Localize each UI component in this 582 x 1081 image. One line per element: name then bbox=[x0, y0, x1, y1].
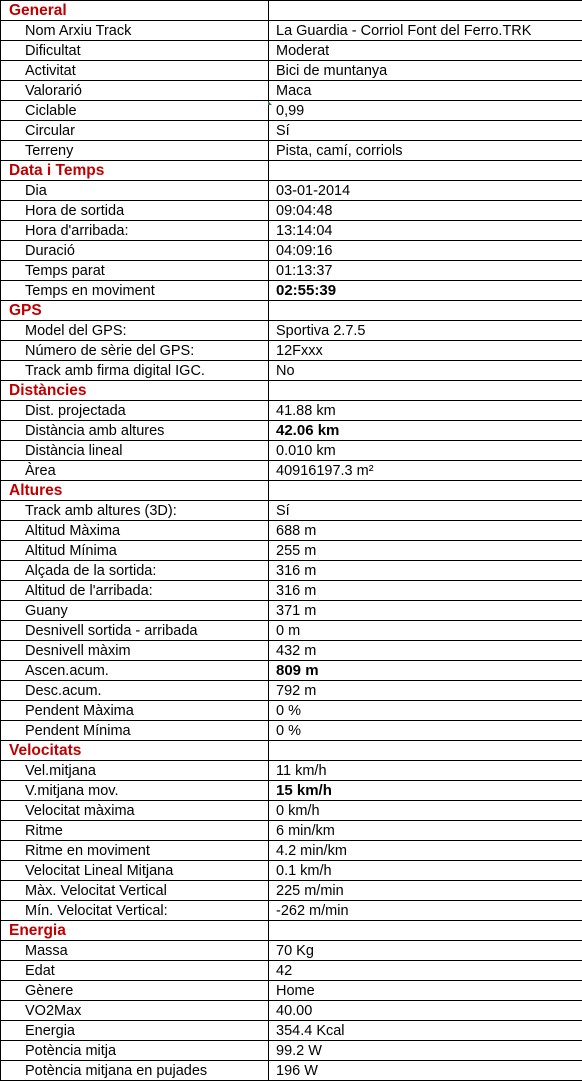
row-value-duracio[interactable]: 04:09:16 bbox=[269, 241, 582, 261]
section-title[interactable]: Velocitats bbox=[1, 741, 269, 761]
table-row bbox=[1, 981, 582, 1001]
table-row bbox=[1, 201, 582, 221]
section-header-general bbox=[1, 1, 582, 21]
table-row bbox=[1, 801, 582, 821]
table-row bbox=[1, 581, 582, 601]
section-header-distancies bbox=[1, 381, 582, 401]
section-empty-cell[interactable] bbox=[269, 481, 582, 501]
row-value-ciclable[interactable]: 0,99 bbox=[269, 101, 582, 121]
row-label-v-mitjana-mov[interactable]: V.mitjana mov. bbox=[1, 781, 269, 801]
row-label-pendent-minima[interactable]: Pendent Mínima bbox=[1, 721, 269, 741]
row-value-terreny[interactable]: Pista, camí, corriols bbox=[269, 141, 582, 161]
table-row bbox=[1, 1061, 582, 1081]
row-label-terreny[interactable]: Terreny bbox=[1, 141, 269, 161]
row-label-energia[interactable]: Energia bbox=[1, 1021, 269, 1041]
row-label-distancia-amb-altures[interactable]: Distància amb altures bbox=[1, 421, 269, 441]
table-row bbox=[1, 901, 582, 921]
row-value-desnivell-sortida-arribada[interactable]: 0 m bbox=[269, 621, 582, 641]
row-label-velocitat-lineal-mitjana[interactable]: Velocitat Lineal Mitjana bbox=[1, 861, 269, 881]
row-value-ritme[interactable]: 6 min/km bbox=[269, 821, 582, 841]
row-value-circular[interactable]: Sí bbox=[269, 121, 582, 141]
row-label-guany[interactable]: Guany bbox=[1, 601, 269, 621]
section-title[interactable]: Distàncies bbox=[1, 381, 269, 401]
track-summary-body bbox=[1, 1, 582, 1081]
row-value-altitud-minima[interactable]: 255 m bbox=[269, 541, 582, 561]
table-row bbox=[1, 181, 582, 201]
table-row bbox=[1, 781, 582, 801]
row-value-ascen-acum[interactable]: 809 m bbox=[269, 661, 582, 681]
row-label-hora-de-sortida[interactable]: Hora de sortida bbox=[1, 201, 269, 221]
row-value-track-amb-firma-digital-igc[interactable]: No bbox=[269, 361, 582, 381]
row-label-distancia-lineal[interactable]: Distància lineal bbox=[1, 441, 269, 461]
row-value-nom-arxiu-track[interactable]: La Guardia - Corriol Font del Ferro.TRK bbox=[269, 21, 582, 41]
row-value-altitud-de-l-arribada[interactable]: 316 m bbox=[269, 581, 582, 601]
table-row bbox=[1, 421, 582, 441]
row-label-ciclable[interactable]: Ciclable bbox=[1, 101, 269, 121]
section-empty-cell[interactable] bbox=[269, 381, 582, 401]
row-value-max-velocitat-vertical[interactable]: 225 m/min bbox=[269, 881, 582, 901]
row-label-dist-projectada[interactable]: Dist. projectada bbox=[1, 401, 269, 421]
table-row bbox=[1, 121, 582, 141]
row-value-distancia-lineal[interactable]: 0.010 km bbox=[269, 441, 582, 461]
table-row bbox=[1, 261, 582, 281]
row-label-nom-arxiu-track[interactable]: Nom Arxiu Track bbox=[1, 21, 269, 41]
table-row bbox=[1, 641, 582, 661]
table-row bbox=[1, 281, 582, 301]
row-value-desnivell-maxim[interactable]: 432 m bbox=[269, 641, 582, 661]
table-row bbox=[1, 661, 582, 681]
table-row bbox=[1, 941, 582, 961]
table-row bbox=[1, 701, 582, 721]
table-row bbox=[1, 21, 582, 41]
row-label-genere[interactable]: Gènere bbox=[1, 981, 269, 1001]
section-header-data-i-temps bbox=[1, 161, 582, 181]
row-label-duracio[interactable]: Duració bbox=[1, 241, 269, 261]
table-row bbox=[1, 681, 582, 701]
row-label-valorario[interactable]: Valorarió bbox=[1, 81, 269, 101]
row-value-massa[interactable]: 70 Kg bbox=[269, 941, 582, 961]
row-label-vo2max[interactable]: VO2Max bbox=[1, 1001, 269, 1021]
row-value-alcada-de-la-sortida[interactable]: 316 m bbox=[269, 561, 582, 581]
section-title[interactable]: General bbox=[1, 1, 269, 21]
row-label-ritme[interactable]: Ritme bbox=[1, 821, 269, 841]
row-value-velocitat-maxima[interactable]: 0 km/h bbox=[269, 801, 582, 821]
row-value-desc-acum[interactable]: 792 m bbox=[269, 681, 582, 701]
row-label-activitat[interactable]: Activitat bbox=[1, 61, 269, 81]
row-value-numero-de-serie-del-gps[interactable]: 12Fxxx bbox=[269, 341, 582, 361]
row-label-circular[interactable]: Circular bbox=[1, 121, 269, 141]
row-label-velocitat-maxima[interactable]: Velocitat màxima bbox=[1, 801, 269, 821]
row-label-dia[interactable]: Dia bbox=[1, 181, 269, 201]
row-value-vo2max[interactable]: 40.00 bbox=[269, 1001, 582, 1021]
table-row bbox=[1, 461, 582, 481]
section-header-velocitats bbox=[1, 741, 582, 761]
row-label-desc-acum[interactable]: Desc.acum. bbox=[1, 681, 269, 701]
table-row bbox=[1, 621, 582, 641]
row-label-vel-mitjana[interactable]: Vel.mitjana bbox=[1, 761, 269, 781]
section-title[interactable]: Energia bbox=[1, 921, 269, 941]
row-label-desnivell-maxim[interactable]: Desnivell màxim bbox=[1, 641, 269, 661]
row-label-potencia-mitja[interactable]: Potència mitja bbox=[1, 1041, 269, 1061]
row-value-valorario[interactable]: Maca bbox=[269, 81, 582, 101]
row-value-distancia-amb-altures[interactable]: 42.06 km bbox=[269, 421, 582, 441]
table-row bbox=[1, 1021, 582, 1041]
table-row bbox=[1, 961, 582, 981]
row-value-track-amb-altures-3d[interactable]: Sí bbox=[269, 501, 582, 521]
table-row bbox=[1, 361, 582, 381]
row-value-hora-de-sortida[interactable]: 09:04:48 bbox=[269, 201, 582, 221]
row-label-temps-parat[interactable]: Temps parat bbox=[1, 261, 269, 281]
row-value-energia[interactable]: 354.4 Kcal bbox=[269, 1021, 582, 1041]
table-row bbox=[1, 401, 582, 421]
table-row bbox=[1, 601, 582, 621]
table-row bbox=[1, 101, 582, 121]
row-label-desnivell-sortida-arribada[interactable]: Desnivell sortida - arribada bbox=[1, 621, 269, 641]
row-value-pendent-maxima[interactable]: 0 % bbox=[269, 701, 582, 721]
row-value-model-del-gps[interactable]: Sportiva 2.7.5 bbox=[269, 321, 582, 341]
row-value-vel-mitjana[interactable]: 11 km/h bbox=[269, 761, 582, 781]
table-row bbox=[1, 241, 582, 261]
row-label-ritme-en-moviment[interactable]: Ritme en moviment bbox=[1, 841, 269, 861]
table-row bbox=[1, 81, 582, 101]
row-value-area[interactable]: 40916197.3 m² bbox=[269, 461, 582, 481]
table-row bbox=[1, 721, 582, 741]
row-label-alcada-de-la-sortida[interactable]: Alçada de la sortida: bbox=[1, 561, 269, 581]
section-title[interactable]: GPS bbox=[1, 301, 269, 321]
row-label-hora-d-arribada[interactable]: Hora d'arribada: bbox=[1, 221, 269, 241]
row-label-track-amb-firma-digital-igc[interactable]: Track amb firma digital IGC. bbox=[1, 361, 269, 381]
table-row bbox=[1, 141, 582, 161]
row-label-pendent-maxima[interactable]: Pendent Màxima bbox=[1, 701, 269, 721]
row-label-track-amb-altures-3d[interactable]: Track amb altures (3D): bbox=[1, 501, 269, 521]
row-value-pendent-minima[interactable]: 0 % bbox=[269, 721, 582, 741]
table-row bbox=[1, 221, 582, 241]
row-value-guany[interactable]: 371 m bbox=[269, 601, 582, 621]
row-value-ritme-en-moviment[interactable]: 4.2 min/km bbox=[269, 841, 582, 861]
row-label-altitud-maxima[interactable]: Altitud Màxima bbox=[1, 521, 269, 541]
row-label-massa[interactable]: Massa bbox=[1, 941, 269, 961]
row-value-temps-en-moviment[interactable]: 02:55:39 bbox=[269, 281, 582, 301]
row-value-hora-d-arribada[interactable]: 13:14:04 bbox=[269, 221, 582, 241]
row-value-dist-projectada[interactable]: 41.88 km bbox=[269, 401, 582, 421]
row-value-velocitat-lineal-mitjana[interactable]: 0.1 km/h bbox=[269, 861, 582, 881]
section-title[interactable]: Data i Temps bbox=[1, 161, 269, 181]
table-row bbox=[1, 861, 582, 881]
row-label-min-velocitat-vertical[interactable]: Mín. Velocitat Vertical: bbox=[1, 901, 269, 921]
table-row bbox=[1, 61, 582, 81]
section-header-energia bbox=[1, 921, 582, 941]
table-row bbox=[1, 501, 582, 521]
row-label-dificultat[interactable]: Dificultat bbox=[1, 41, 269, 61]
table-row bbox=[1, 541, 582, 561]
table-row bbox=[1, 1001, 582, 1021]
table-row bbox=[1, 821, 582, 841]
table-row bbox=[1, 321, 582, 341]
row-label-ascen-acum[interactable]: Ascen.acum. bbox=[1, 661, 269, 681]
row-label-altitud-minima[interactable]: Altitud Mínima bbox=[1, 541, 269, 561]
row-label-altitud-de-l-arribada[interactable]: Altitud de l'arribada: bbox=[1, 581, 269, 601]
row-value-genere[interactable]: Home bbox=[269, 981, 582, 1001]
row-value-potencia-mitjana-en-pujades[interactable]: 196 W bbox=[269, 1061, 582, 1081]
row-value-activitat[interactable]: Bici de muntanya bbox=[269, 61, 582, 81]
section-empty-cell[interactable] bbox=[269, 161, 582, 181]
cell-comment-marker bbox=[268, 101, 272, 105]
row-value-dificultat[interactable]: Moderat bbox=[269, 41, 582, 61]
row-value-dia[interactable]: 03-01-2014 bbox=[269, 181, 582, 201]
row-label-model-del-gps[interactable]: Model del GPS: bbox=[1, 321, 269, 341]
section-header-altures bbox=[1, 481, 582, 501]
table-row bbox=[1, 561, 582, 581]
section-header-gps bbox=[1, 301, 582, 321]
row-value-v-mitjana-mov[interactable]: 15 km/h bbox=[269, 781, 582, 801]
section-empty-cell[interactable] bbox=[269, 301, 582, 321]
section-empty-cell[interactable] bbox=[269, 1, 582, 21]
table-row bbox=[1, 41, 582, 61]
row-value-edat[interactable]: 42 bbox=[269, 961, 582, 981]
table-row bbox=[1, 441, 582, 461]
row-value-altitud-maxima[interactable]: 688 m bbox=[269, 521, 582, 541]
table-row bbox=[1, 341, 582, 361]
row-label-edat[interactable]: Edat bbox=[1, 961, 269, 981]
row-value-min-velocitat-vertical[interactable]: -262 m/min bbox=[269, 901, 582, 921]
row-value-temps-parat[interactable]: 01:13:37 bbox=[269, 261, 582, 281]
section-title[interactable]: Altures bbox=[1, 481, 269, 501]
table-row bbox=[1, 841, 582, 861]
row-label-area[interactable]: Àrea bbox=[1, 461, 269, 481]
table-row bbox=[1, 761, 582, 781]
row-value-potencia-mitja[interactable]: 99.2 W bbox=[269, 1041, 582, 1061]
section-empty-cell[interactable] bbox=[269, 741, 582, 761]
section-empty-cell[interactable] bbox=[269, 921, 582, 941]
row-label-max-velocitat-vertical[interactable]: Màx. Velocitat Vertical bbox=[1, 881, 269, 901]
table-row bbox=[1, 521, 582, 541]
table-row bbox=[1, 881, 582, 901]
row-label-numero-de-serie-del-gps[interactable]: Número de sèrie del GPS: bbox=[1, 341, 269, 361]
row-label-potencia-mitjana-en-pujades[interactable]: Potència mitjana en pujades bbox=[1, 1061, 269, 1081]
row-label-temps-en-moviment[interactable]: Temps en moviment bbox=[1, 281, 269, 301]
table-row bbox=[1, 1041, 582, 1061]
